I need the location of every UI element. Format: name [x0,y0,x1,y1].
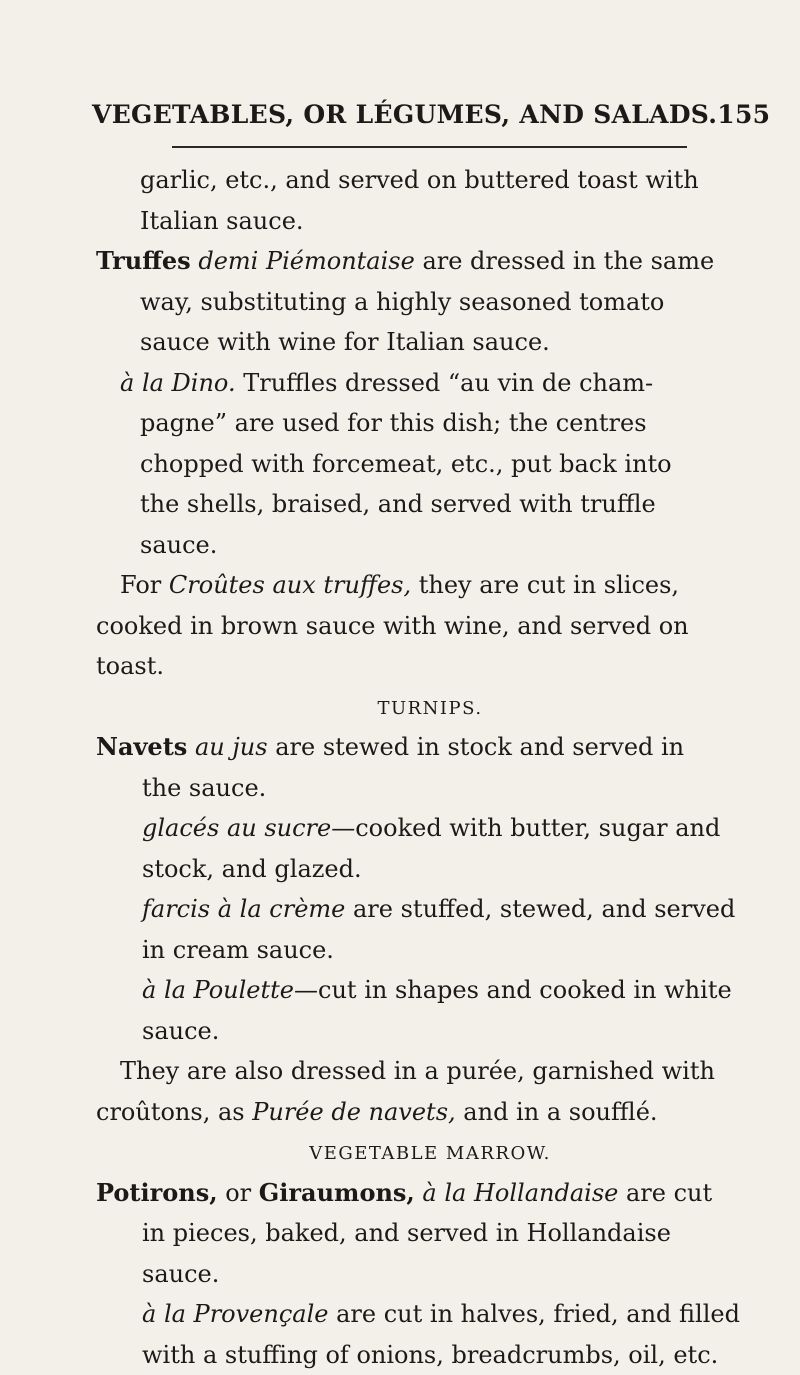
entry-navets-au-jus: Navets au jus are stewed in stock and served in [96,727,764,768]
entry-croutes-aux-truffes: For Croûtes aux truffes, they are cut in slices, [96,565,764,606]
text-line: the shells, braised, and served with truffle [96,484,764,525]
text-line: with a stuffing of onions, breadcrumbs, oil, etc. [96,1335,764,1375]
text-line: chopped with forcemeat, etc., put back into [96,444,764,485]
entry-a-la-provencale: à la Provençale are cut in halves, fried, and filled [96,1294,764,1335]
section-heading-vegetable-marrow: VEGETABLE MARROW. [96,1132,764,1173]
text-line: way, substituting a highly seasoned tomato [96,282,764,323]
text-line: cooked in brown sauce with wine, and served on [96,606,764,647]
entry-farcis-a-la-creme: farcis à la crème are stuffed, stewed, and served [96,889,764,930]
text-line: toast. [96,646,764,687]
text-line: the sauce. [96,768,764,809]
page-body [96,160,764,1375]
entry-potirons-hollandaise: Potirons, or Giraumons, à la Hollandaise are cut [96,1173,764,1214]
text-line: garlic, etc., and served on buttered toast with [96,160,764,201]
text-line: They are also dressed in a purée, garnished with [96,1051,764,1092]
chapter-title: VEGETABLES, OR LÉGUMES, AND SALADS. [92,100,717,129]
text-line: pagne” are used for this dish; the centres [96,403,764,444]
text-line: sauce. [96,1254,764,1295]
text-line: Italian sauce. [96,201,764,242]
text-line: in pieces, baked, and served in Hollandaise [96,1213,764,1254]
page-number: 155 [717,100,770,129]
text-line: stock, and glazed. [96,849,764,890]
entry-a-la-dino: à la Dino. Truffles dressed “au vin de cham- [96,363,764,404]
entry-truffes-piemontaise: Truffes demi Piémontaise are dressed in the same [96,241,764,282]
text-line: in cream sauce. [96,930,764,971]
running-header [92,100,742,129]
text-line: sauce. [96,1011,764,1052]
header-rule [172,146,687,148]
entry-glaces-au-sucre: glacés au sucre—cooked with butter, sugar and [96,808,764,849]
entry-a-la-poulette: à la Poulette—cut in shapes and cooked in white [96,970,764,1011]
entry-puree-de-navets: croûtons, as Purée de navets, and in a soufflé. [96,1092,764,1133]
text-line: sauce with wine for Italian sauce. [96,322,764,363]
text-line: sauce. [96,525,764,566]
section-heading-turnips: TURNIPS. [96,687,764,728]
